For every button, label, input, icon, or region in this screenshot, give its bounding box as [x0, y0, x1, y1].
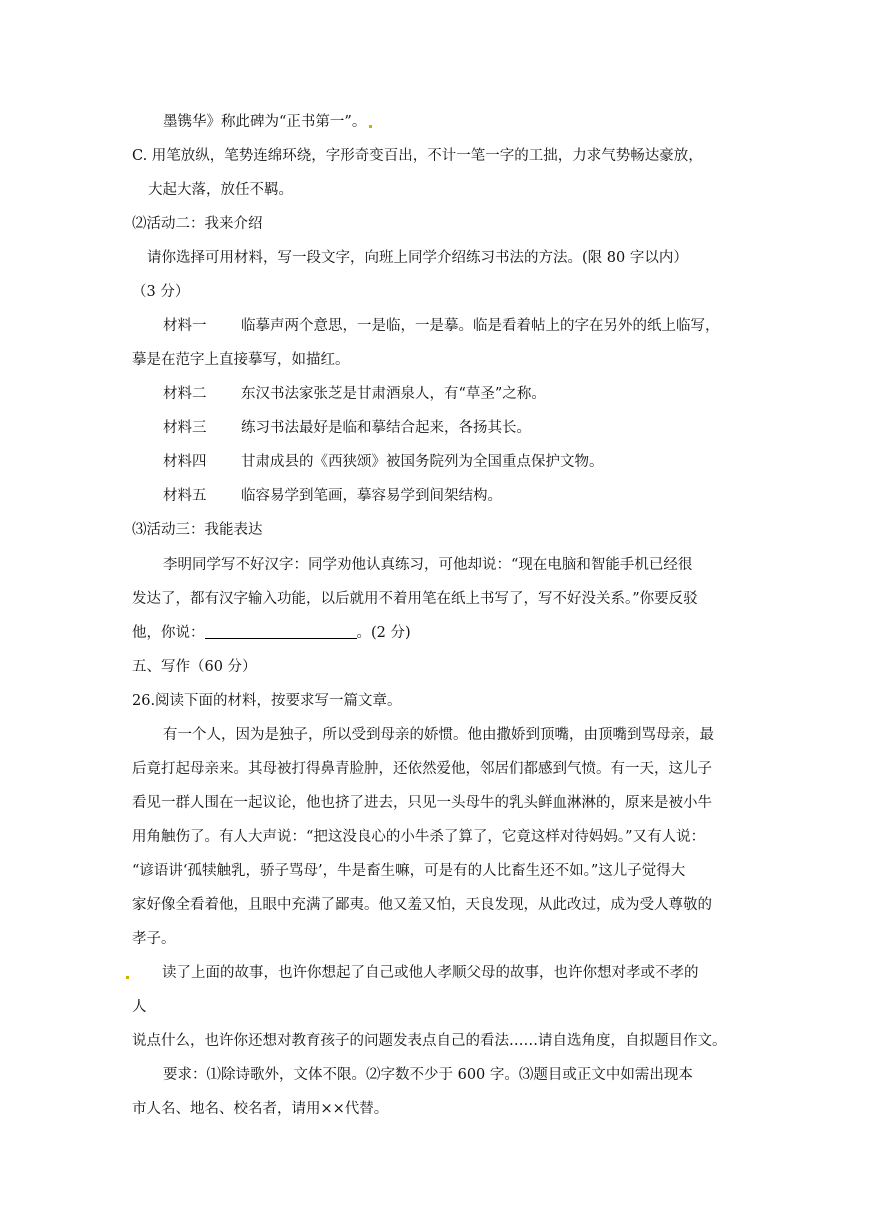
- material-row: [163, 486, 502, 506]
- answer-blank[interactable]: [205, 624, 357, 639]
- prompt-line: 说点什么，也许你还想对教育孩子的问题发表点自己的看法……请自选角度，自拟题目作文。: [132, 1033, 727, 1049]
- requirements-line: 要求：⑴除诗歌外，文体不限。⑵字数不少于 600 字。⑶题目或正文中如需出现本: [163, 1067, 693, 1083]
- story-line: 家好像全看着他，且眼中充满了鄙夷。他又羞又怕，天良发现，从此改过，成为受人尊敬的: [132, 897, 712, 913]
- story-line: 用角触伤了。有人大声说：“把这没良心的小牛杀了算了，它竟这样对待妈妈。”又有人说：: [132, 829, 706, 845]
- material-label: 材料三: [163, 420, 207, 436]
- activity-three-heading: ⑶活动三：我能表达: [132, 522, 263, 538]
- story-line: 后竟打起母亲来。其母被打得鼻青脸肿，还依然爱他，邻居们都感到气愤。有一天，这儿子: [132, 761, 712, 777]
- material-row: [163, 316, 720, 336]
- material-text: 临摹声两个意思，一是临，一是摹。临是看着帖上的字在另外的纸上临写，: [241, 318, 720, 334]
- material-text-continued: 摹是在范字上直接摹写，如描红。: [132, 352, 350, 368]
- prompt-line: 人: [132, 999, 147, 1015]
- requirements-line: 市人名、地名、校名者，请用××代替。: [132, 1101, 389, 1117]
- section-heading: 五、写作（60 分）: [132, 659, 257, 675]
- material-row: [163, 452, 604, 472]
- annotation-mark: [369, 125, 372, 128]
- material-label: 材料四: [163, 454, 207, 470]
- text-line: 大起大落，放任不羁。: [148, 182, 293, 198]
- paragraph-line: 发达了，都有汉字输入功能，以后就用不着用笔在纸上书写了，写不好没关系。”你要反驳: [132, 591, 698, 607]
- material-row: [163, 418, 531, 438]
- question-heading: 26.阅读下面的材料，按要求写一篇文章。: [132, 693, 402, 709]
- answer-line: 他，你说： 。(2 分): [132, 625, 411, 641]
- annotation-mark: [126, 976, 129, 979]
- story-line: “谚语讲‘孤犊触乳，骄子骂母’，牛是畜生嘛，可是有的人比畜生还不如。”这儿子觉得大: [132, 863, 686, 879]
- activity-two-prompt: 请你选择可用材料，写一段文字，向班上同学介绍练习书法的方法。(限 80 字以内）: [147, 250, 688, 266]
- story-line: 看见一群人围在一起议论，他也挤了进去，只见一头母牛的乳头鲜血淋淋的，原来是被小牛: [132, 795, 712, 811]
- material-text: 临容易学到笔画，摹容易学到间架结构。: [241, 488, 502, 504]
- story-line: 孝子。: [132, 931, 176, 947]
- score-note: （3 分）: [132, 284, 190, 300]
- prompt-line: 读了上面的故事，也许你想起了自己或他人孝顺父母的故事，也许你想对孝或不孝的: [126, 963, 699, 983]
- option-c-line: C. 用笔放纵，笔势连绵环绕，字形奇变百出，不计一笔一字的工拙，力求气势畅达豪放，: [132, 148, 703, 164]
- paragraph-line: 李明同学写不好汉字：同学劝他认真练习，可他却说：“现在电脑和智能手机已经很: [163, 557, 693, 573]
- activity-two-heading: ⑵活动二：我来介绍: [132, 216, 263, 232]
- material-text: 甘肃成县的《西狭颂》被国务院列为全国重点保护文物。: [241, 454, 604, 470]
- material-row: [163, 384, 546, 404]
- material-text: 东汉书法家张芝是甘肃酒泉人，有“草圣”之称。: [241, 386, 546, 402]
- text-line: 墨镌华》称此碑为“正书第一”。: [163, 112, 372, 132]
- material-label: 材料二: [163, 386, 207, 402]
- material-text: 练习书法最好是临和摹结合起来，各扬其长。: [241, 420, 531, 436]
- material-label: 材料五: [163, 488, 207, 504]
- story-line: 有一个人，因为是独子，所以受到母亲的娇惯。他由撒娇到顶嘴，由顶嘴到骂母亲，最: [163, 727, 714, 743]
- material-label: 材料一: [163, 318, 207, 334]
